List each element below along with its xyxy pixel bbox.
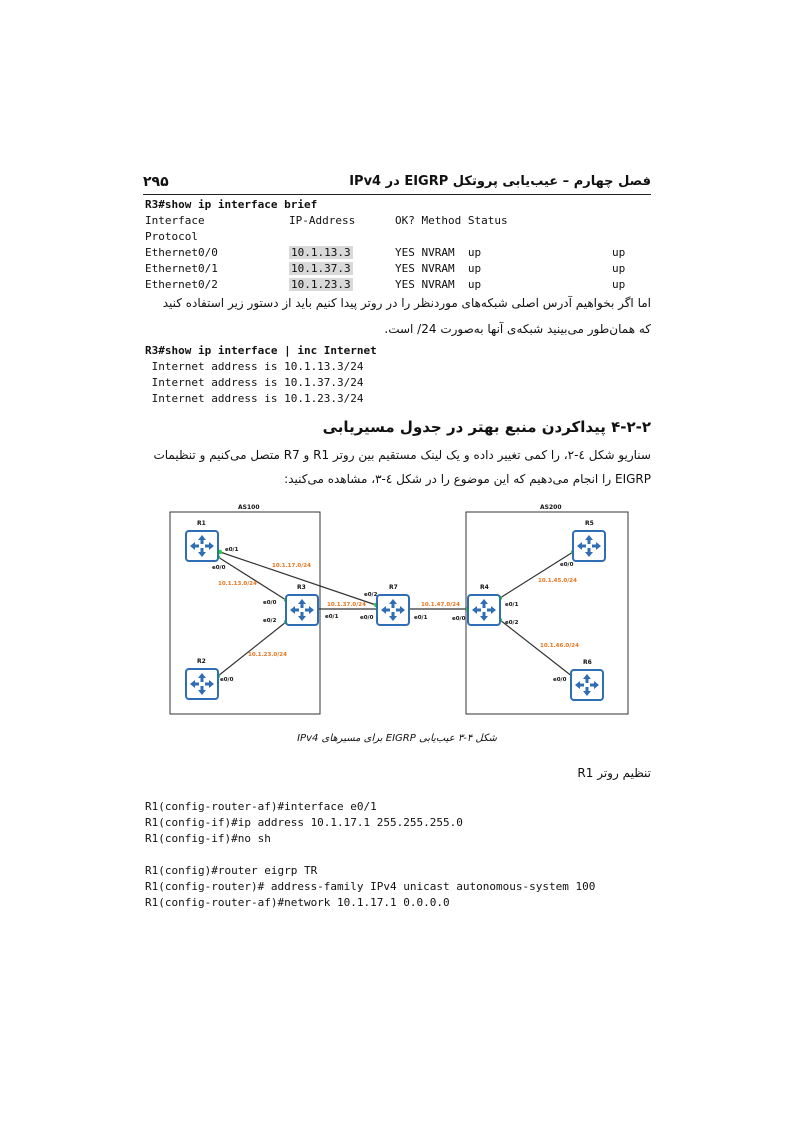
running-title: فصل چهارم – عیب‌یابی پروتکل EIGRP در IPv4 <box>349 174 651 189</box>
code-row-protocol: up <box>612 262 626 275</box>
code-row-protocol: up <box>612 246 626 259</box>
code-line: R1(config-router-af)#network 10.1.17.1 0.0.0.0 <box>145 896 450 909</box>
code-line: Internet address is 10.1.13.3/24 <box>145 360 364 373</box>
router-label-r5: R5 <box>585 520 594 527</box>
iface-label: e0/0 <box>220 677 234 683</box>
router-icon <box>573 531 605 561</box>
iface-label: e0/1 <box>414 615 428 621</box>
link-r4-r5 <box>500 552 573 598</box>
code-line: R1(config)#router eigrp TR <box>145 864 318 877</box>
paragraph-line: اما اگر بخواهیم آدرس اصلی شبکه‌های موردنظر را در روتر پیدا کنیم باید از دستور زیر استفاده کنید <box>162 296 651 310</box>
as200-label: AS200 <box>540 504 562 511</box>
subnet-label: 10.1.13.0/24 <box>218 581 257 587</box>
code-line: R1(config-if)#ip address 10.1.17.1 255.255.255.0 <box>145 816 463 829</box>
code-line: Internet address is 10.1.37.3/24 <box>145 376 364 389</box>
iface-label: e0/1 <box>225 547 239 553</box>
router-icon <box>286 595 318 625</box>
subnet-label: 10.1.45.0/24 <box>538 578 577 584</box>
iface-label: e0/0 <box>452 616 466 622</box>
router-label-r3: R3 <box>297 584 306 591</box>
router-label-r2: R2 <box>197 658 206 665</box>
iface-label: e0/1 <box>325 614 339 620</box>
code-line-show-inc: R3#show ip interface | inc Internet <box>145 344 377 357</box>
code-hdr-ok: OK? Method Status <box>395 214 508 227</box>
code-hdr-protocol: Protocol <box>145 230 198 243</box>
router-icon <box>468 595 500 625</box>
subheading: تنظیم روتر R1 <box>577 766 651 780</box>
router-label-r1: R1 <box>197 520 206 527</box>
router-icon <box>377 595 409 625</box>
link-r2-r3 <box>218 622 286 676</box>
subnet-label: 10.1.46.0/24 <box>540 643 579 649</box>
router-label-r7: R7 <box>389 584 398 591</box>
iface-label: e0/2 <box>364 592 378 598</box>
iface-label: e0/1 <box>505 602 519 608</box>
page-number: ۲۹۵ <box>143 174 169 190</box>
paragraph-line: که همان‌طور می‌بینید شبکه‌ی آنها به‌صورت 24/ است. <box>384 322 651 336</box>
code-line-show-brief: R3#show ip interface brief <box>145 198 318 211</box>
code-row-iface: Ethernet0/2 <box>145 278 218 291</box>
iface-label: e0/2 <box>263 618 277 624</box>
code-line: R1(config-router)# address-family IPv4 unicast autonomous-system 100 <box>145 880 596 893</box>
subnet-label: 10.1.37.0/24 <box>327 602 366 608</box>
iface-label: e0/0 <box>560 562 574 568</box>
router-icon <box>186 669 218 699</box>
code-row-status: YES NVRAM up <box>395 278 482 291</box>
code-row-ip: 10.1.23.3 <box>291 278 351 291</box>
iface-label: e0/2 <box>505 620 519 626</box>
iface-label: e0/0 <box>212 565 226 571</box>
code-row-status: YES NVRAM up <box>395 246 482 259</box>
iface-label: e0/0 <box>553 677 567 683</box>
code-hdr-ip: IP-Address <box>289 214 356 227</box>
router-icon <box>186 531 218 561</box>
code-row-ip: 10.1.13.3 <box>291 246 351 259</box>
code-line: R1(config-router-af)#interface e0/1 <box>145 800 377 813</box>
paragraph-line: سناریو شکل ٤-٢، را کمی تغییر داده و یک لینک مستقیم بین روتر R1 و R7 متصل می‌کنیم و تنظیمات <box>153 448 651 462</box>
code-row-protocol: up <box>612 278 626 291</box>
code-line: Internet address is 10.1.23.3/24 <box>145 392 364 405</box>
router-label-r4: R4 <box>480 584 489 591</box>
code-row-ip: 10.1.37.3 <box>291 262 351 275</box>
router-label-r6: R6 <box>583 659 592 666</box>
code-row-iface: Ethernet0/0 <box>145 246 218 259</box>
code-row-status: YES NVRAM up <box>395 262 482 275</box>
code-hdr-interface: Interface <box>145 214 205 227</box>
iface-label: e0/0 <box>360 615 374 621</box>
paragraph-line: EIGRP را انجام می‌دهیم که این موضوع را در شکل ٤-٣، مشاهده می‌کنید: <box>284 472 651 486</box>
subnet-label: 10.1.47.0/24 <box>421 602 460 608</box>
subnet-label: 10.1.23.0/24 <box>248 652 287 658</box>
as100-label: AS100 <box>238 504 260 511</box>
iface-label: e0/0 <box>263 600 277 606</box>
figure-caption: شکل ۴-۳ عیب‌یابی EIGRP برای مسیرهای IPv4 <box>297 733 497 744</box>
code-line: R1(config-if)#no sh <box>145 832 271 845</box>
subnet-label: 10.1.17.0/24 <box>272 563 311 569</box>
code-row-iface: Ethernet0/1 <box>145 262 218 275</box>
section-heading: ۴-۲-۲ پیداکردن منبع بهتر در جدول مسیریابی <box>322 418 651 436</box>
router-icon <box>571 670 603 700</box>
